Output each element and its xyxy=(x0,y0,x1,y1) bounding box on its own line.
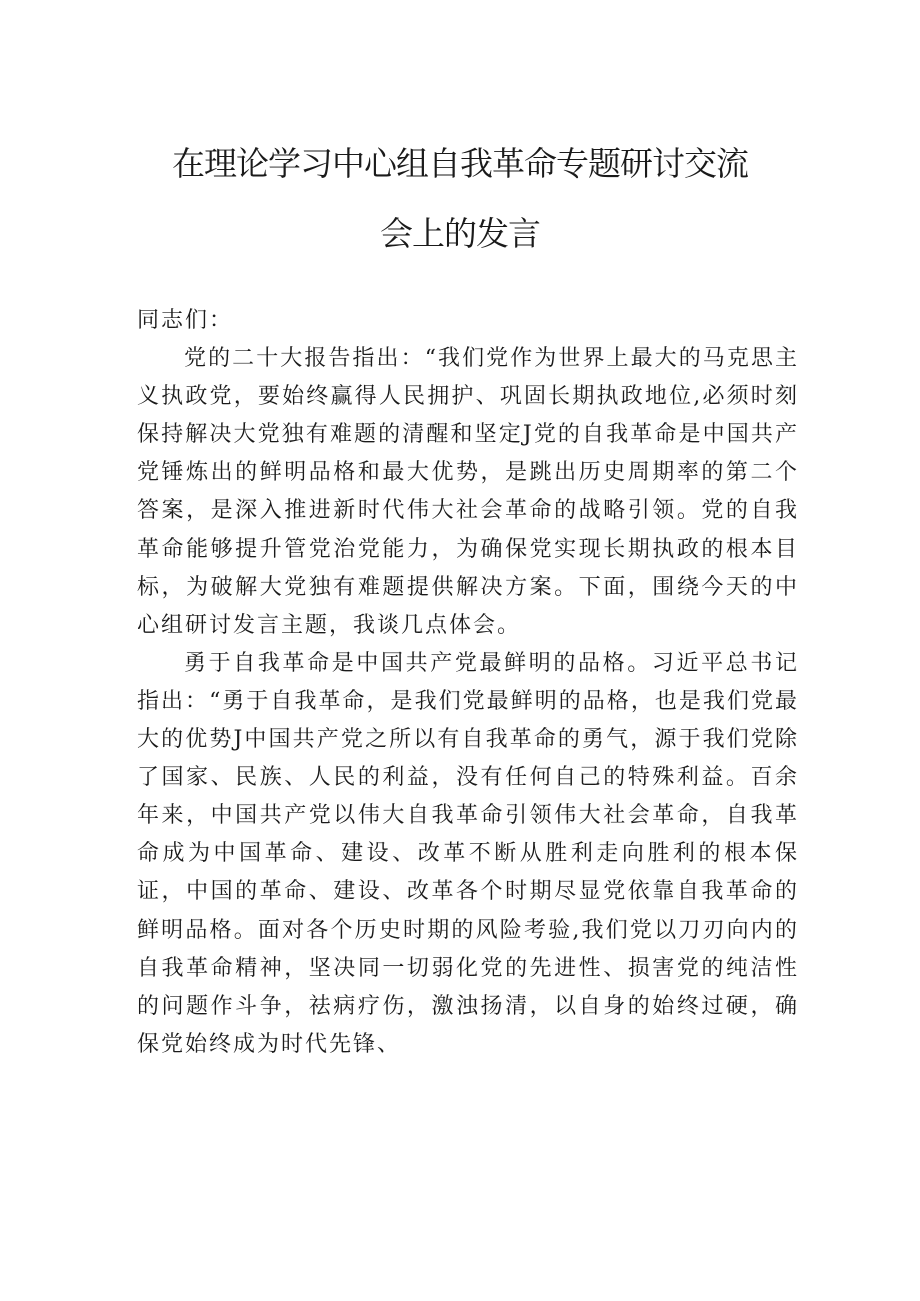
document-body xyxy=(137,302,799,1064)
document-title-line-2: 会上的发言 xyxy=(380,214,540,253)
paragraph-2: 勇于自我革命是中国共产党最鲜明的品格。习近平总书记指出：“勇于自我革命，是我们党最鲜明的品格，也是我们党最大的优势J中国共产党之所以有自我革命的勇气，源于我们党除了国家、民族、人民的利益，没有任何自己的特殊利益。百余年来，中国共产党以伟大自我革命引领伟大社会革命，自我革命成为中国革命、建设、改革不断从胜利走向胜利的根本保证，中国的革命、建设、改革各个时期尽显党依靠自我革命的鲜明品格。面对各个历史时期的风险考验,我们党以刀刃向内的自我革命精神，坚决同一切弱化党的先进性、损害党的纯洁性的问题作斗争，祛病疗伤，激浊扬清，以自身的始终过硬，确保党始终成为时代先锋、 xyxy=(137,650,799,1057)
paragraph-1: 党的二十大报告指出：“我们党作为世界上最大的马克思主义执政党，要始终赢得人民拥护、巩固长期执政地位,必须时刻保持解决大党独有难题的清醒和坚定J党的自我革命是中国共产党锤炼出的鲜明品格和最大优势，是跳出历史周期率的第二个答案，是深入推进新时代伟大社会革命的战略引领。党的自我革命能够提升管党治党能力，为确保党实现长期执政的根本目标，为破解大党独有难题提供解决方案。下面，围绕今天的中心组研讨发言主题，我谈几点体会。 xyxy=(137,346,799,638)
salutation: 同志们： xyxy=(137,308,234,333)
document-title-line-1: 在理论学习中心组自我革命专题研讨交流 xyxy=(172,144,748,183)
